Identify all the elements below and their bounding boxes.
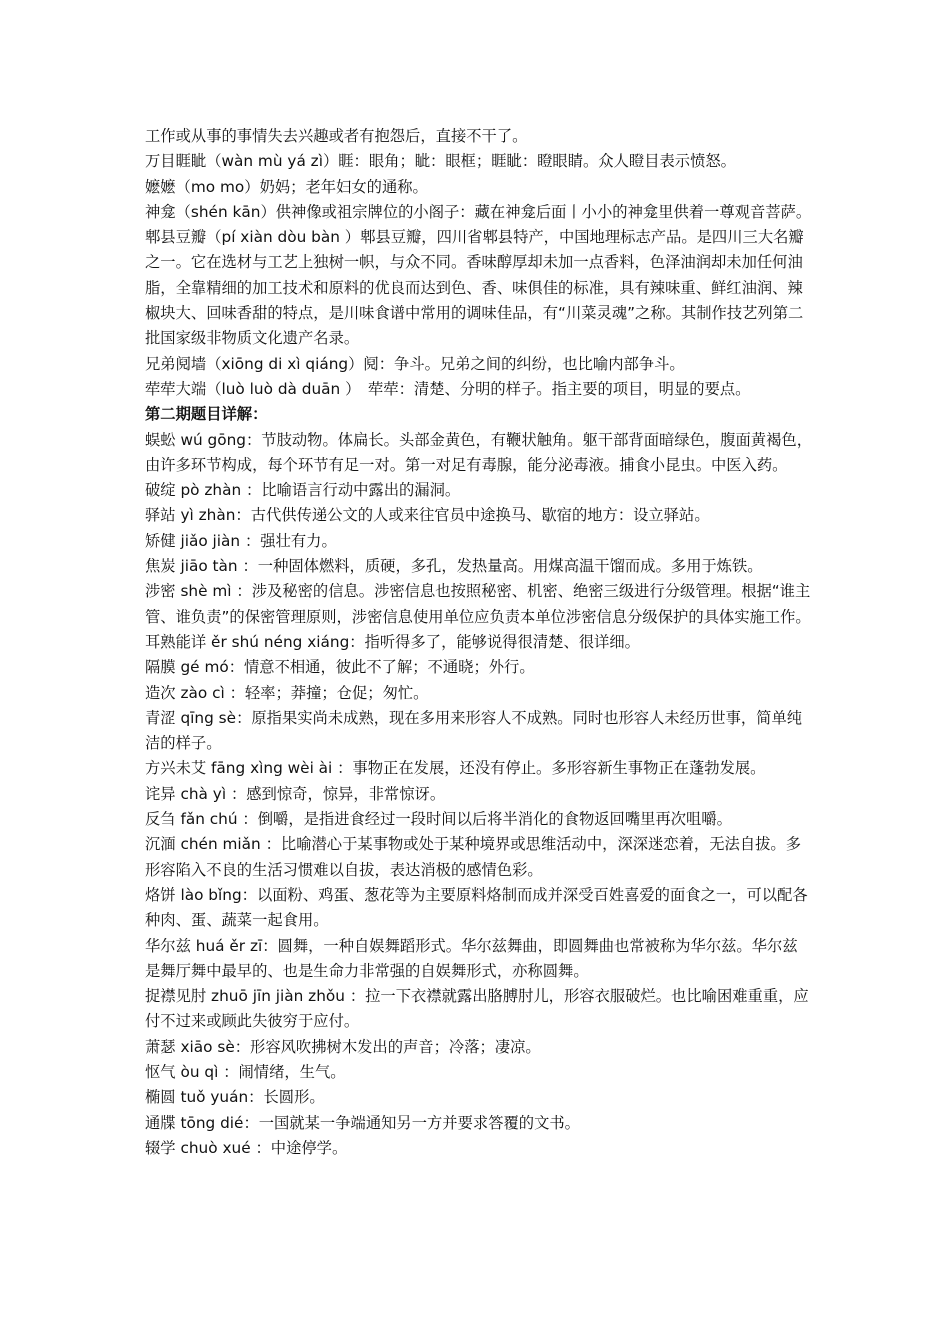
entry: 方兴未艾 fāng xìng wèi ài ：事物正在发展，还没有停止。多形容新生事物正在蓬勃发展。	[145, 759, 766, 778]
entry: 破绽 pò zhàn ：比喻语言行动中露出的漏洞。	[145, 481, 461, 500]
entry: 蜈蚣 wú gōng：节肢动物。体扁长。头部金黄色，有鞭状触角。躯干部背面暗绿色，腹面黄褐色，由许多环节构成，每个环节有足一对。第一对足有毒腺，能分泌毒液。捕食小昆虫。中医入药。	[145, 430, 812, 474]
entry: 反刍 fǎn chú ：倒嚼，是指进食经过一段时间以后将半消化的食物返回嘴里再次咀嚼。	[145, 810, 732, 829]
entry: 涉密 shè mì ：涉及秘密的信息。涉密信息也按照秘密、机密、绝密三级进行分级管理。根据“谁主管、谁负责”的保密管理原则，涉密信息使用单位应负责本单位涉密信息分级保护的具体实施工作。	[145, 582, 811, 626]
paragraph: 工作或从事的事情失去兴趣或者有抱怨后，直接不干了。	[145, 127, 528, 145]
paragraph: 郫县豆瓣（pí xiàn dòu bàn ）郫县豆瓣，四川省郫县特产，中国地理标志产品。是四川三大名瓣之一。它在选材与工艺上独树一帜，与众不同。香味醇厚却未加一点香料，色泽油润却未加任何油脂，全靠精细的加工技术和原料的优良而达到色、香、味俱佳的标准，具有辣味重、鲜红油润、辣椒块大、回味香甜的特点，是川味食谱中常用的调味佳品，有“川菜灵魂”之称。其制作技艺列第二批国家级非物质文化遗产名录。	[145, 228, 804, 348]
paragraph: 兄弟阋墙（xiōng di xì qiáng）阋：争斗。兄弟之间的纠纷，也比喻内部争斗。	[145, 354, 685, 373]
entry: 诧异 chà yì ：感到惊奇，惊异，非常惊讶。	[145, 784, 446, 803]
entry: 沉湎 chén miǎn ：比喻潜心于某事物或处于某种境界或思维活动中，深深迷恋着，无法自拔。多形容陷入不良的生活习惯难以自拔，表达消极的感情色彩。	[145, 835, 802, 879]
section-heading: 第二期题目详解：	[145, 405, 268, 424]
paragraph: 嬷嬷（mo mo）奶妈；老年妇女的通称。	[145, 177, 428, 196]
paragraph: 神龛（shén kān）供神像或祖宗牌位的小阁子：藏在神龛后面丨小小的神龛里供着一尊观音菩萨。	[145, 202, 812, 221]
paragraph: 万目睚眦（wàn mù yá zì）睚：眼角；眦：眼框；睚眦：瞪眼睛。众人瞪目表示愤怒。	[145, 152, 736, 171]
entry: 焦炭 jiāo tàn ：一种固体燃料，质硬，多孔，发热量高。用煤高温干馏而成。多用于炼铁。	[145, 557, 763, 576]
entry: 隔膜 gé mó：情意不相通，彼此不了解；不通晓；外行。	[145, 658, 535, 677]
entry: 造次 zào cì ：轻率；莽撞；仓促；匆忙。	[145, 683, 429, 702]
paragraph: 荦荦大端（luò luò dà duān ） 荦荦：清楚、分明的样子。指主要的项目，明显的要点。	[145, 379, 751, 398]
entry: 捉襟见肘 zhuō jīn jiàn zhǒu ：拉一下衣襟就露出胳膊肘儿，形容衣服破烂。也比喻困难重重，应付不过来或顾此失彼穷于应付。	[145, 987, 809, 1031]
entry: 驿站 yì zhàn：古代供传递公文的人或来往官员中途换马、歇宿的地方：设立驿站。	[145, 506, 710, 525]
entry: 椭圆 tuǒ yuán：长圆形。	[145, 1088, 325, 1107]
entry: 华尔兹 huá ěr zī：圆舞，一种自娱舞蹈形式。华尔兹舞曲，即圆舞曲也常被称为华尔兹。华尔兹是舞厅舞中最早的、也是生命力非常强的自娱舞形式，亦称圆舞。	[145, 936, 798, 980]
entry: 辍学 chuò xué ：中途停学。	[145, 1138, 348, 1157]
entry: 怄气 òu qì ：闹情绪，生气。	[145, 1062, 346, 1081]
entry: 青涩 qīng sè：原指果实尚未成熟，现在多用来形容人不成熟。同时也形容人未经历世事，简单纯洁的样子。	[145, 708, 803, 753]
entry: 矫健 jiǎo jiàn ：强壮有力。	[145, 531, 337, 550]
entry: 耳熟能详 ěr shú néng xiáng：指听得多了，能够说得很清楚、很详细。	[145, 632, 640, 651]
entry: 通牒 tōng dié：一国就某一争端通知另一方并要求答覆的文书。	[145, 1113, 580, 1132]
entry: 萧瑟 xiāo sè：形容风吹拂树木发出的声音；冷落；凄凉。	[145, 1037, 541, 1056]
entry: 烙饼 lào bǐng：以面粉、鸡蛋、葱花等为主要原料烙制而成并深受百姓喜爱的面食之一，可以配各种肉、蛋、蔬菜一起食用。	[145, 885, 808, 930]
